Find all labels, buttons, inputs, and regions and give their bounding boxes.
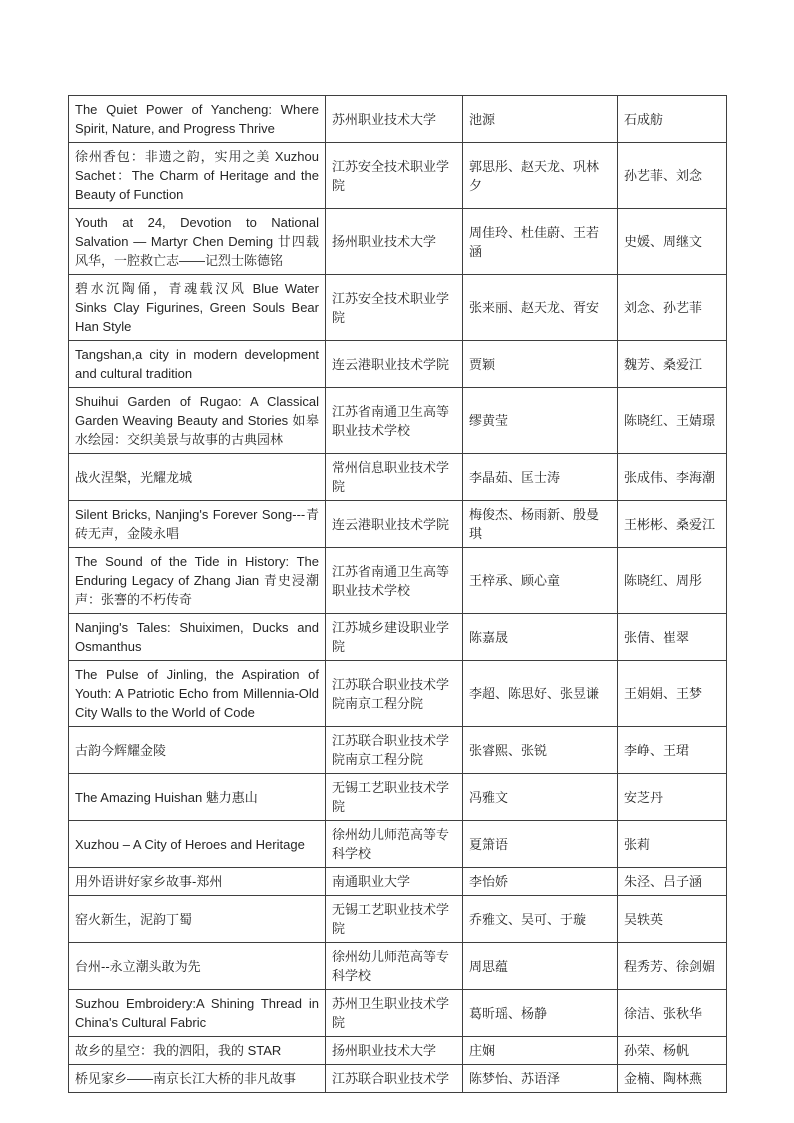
work-title-cell: Silent Bricks, Nanjing's Forever Song---青砖无声，金陵永唱 <box>69 501 326 548</box>
participants-cell: 葛昕瑶、杨静 <box>463 990 618 1037</box>
works-award-table <box>68 95 727 1093</box>
advisors-cell: 李峥、王珺 <box>618 727 727 774</box>
table-row <box>69 727 727 774</box>
table-row <box>69 143 727 209</box>
participants-cell: 李超、陈思好、张昱谦 <box>463 661 618 727</box>
advisors-cell: 张莉 <box>618 821 727 868</box>
participants-cell: 李晶茹、匡士涛 <box>463 454 618 501</box>
institution-cell: 无锡工艺职业技术学院 <box>326 896 463 943</box>
work-title-cell: The Amazing Huishan 魅力惠山 <box>69 774 326 821</box>
institution-cell: 江苏安全技术职业学院 <box>326 143 463 209</box>
advisors-cell: 孙荣、杨帆 <box>618 1037 727 1065</box>
institution-cell: 江苏城乡建设职业学院 <box>326 614 463 661</box>
participants-cell: 李怡娇 <box>463 868 618 896</box>
institution-cell: 扬州职业技术大学 <box>326 1037 463 1065</box>
work-title-cell: Xuzhou – A City of Heroes and Heritage <box>69 821 326 868</box>
institution-cell: 南通职业大学 <box>326 868 463 896</box>
table-row <box>69 868 727 896</box>
table-row <box>69 96 727 143</box>
table-row <box>69 1065 727 1093</box>
institution-cell: 江苏联合职业技术学院南京工程分院 <box>326 727 463 774</box>
table-row <box>69 1037 727 1065</box>
table-row <box>69 548 727 614</box>
work-title-cell: The Pulse of Jinling, the Aspiration of Youth: A Patriotic Echo from Millennia-Old City Walls to the World of Code <box>69 661 326 727</box>
institution-cell: 徐州幼儿师范高等专科学校 <box>326 821 463 868</box>
participants-cell: 张睿熙、张锐 <box>463 727 618 774</box>
participants-cell: 梅俊杰、杨雨新、殷曼琪 <box>463 501 618 548</box>
work-title-cell: Youth at 24, Devotion to National Salvation — Martyr Chen Deming 廿四载风华，一腔救亡志——记烈士陈德铭 <box>69 209 326 275</box>
advisors-cell: 朱泾、吕子涵 <box>618 868 727 896</box>
work-title-cell: 台州--永立潮头敢为先 <box>69 943 326 990</box>
institution-cell: 江苏省南通卫生高等职业技术学校 <box>326 548 463 614</box>
participants-cell: 陈梦怡、苏语泽 <box>463 1065 618 1093</box>
institution-cell: 江苏省南通卫生高等职业技术学校 <box>326 388 463 454</box>
institution-cell: 无锡工艺职业技术学院 <box>326 774 463 821</box>
table-row <box>69 821 727 868</box>
advisors-cell: 吴轶英 <box>618 896 727 943</box>
institution-cell: 连云港职业技术学院 <box>326 501 463 548</box>
participants-cell: 张来丽、赵天龙、胥安 <box>463 275 618 341</box>
advisors-cell: 史媛、周继文 <box>618 209 727 275</box>
participants-cell: 周佳玲、杜佳蔚、王若涵 <box>463 209 618 275</box>
institution-cell: 常州信息职业技术学院 <box>326 454 463 501</box>
advisors-cell: 魏芳、桑爱江 <box>618 341 727 388</box>
table-row <box>69 990 727 1037</box>
advisors-cell: 刘念、孙艺菲 <box>618 275 727 341</box>
work-title-cell: Tangshan,a city in modern development and cultural tradition <box>69 341 326 388</box>
institution-cell: 苏州卫生职业技术学院 <box>326 990 463 1037</box>
work-title-cell: Shuihui Garden of Rugao: A Classical Garden Weaving Beauty and Stories 如皋水绘园：交织美景与故事的古典园林 <box>69 388 326 454</box>
table-row <box>69 614 727 661</box>
participants-cell: 池源 <box>463 96 618 143</box>
table-row <box>69 501 727 548</box>
participants-cell: 乔雅文、吴可、于璇 <box>463 896 618 943</box>
table-row <box>69 661 727 727</box>
work-title-cell: 窑火新生，泥韵丁蜀 <box>69 896 326 943</box>
institution-cell: 江苏安全技术职业学院 <box>326 275 463 341</box>
table-row <box>69 454 727 501</box>
institution-cell: 江苏联合职业技术学 <box>326 1065 463 1093</box>
participants-cell: 缪黄莹 <box>463 388 618 454</box>
table-row <box>69 275 727 341</box>
work-title-cell: 古韵今辉耀金陵 <box>69 727 326 774</box>
advisors-cell: 王娟娟、王梦 <box>618 661 727 727</box>
work-title-cell: 故乡的星空：我的泗阳，我的 STAR <box>69 1037 326 1065</box>
work-title-cell: Suzhou Embroidery:A Shining Thread in China's Cultural Fabric <box>69 990 326 1037</box>
table-row <box>69 388 727 454</box>
institution-cell: 连云港职业技术学院 <box>326 341 463 388</box>
table-row <box>69 896 727 943</box>
participants-cell: 陈嘉晟 <box>463 614 618 661</box>
institution-cell: 江苏联合职业技术学院南京工程分院 <box>326 661 463 727</box>
works-table-body <box>69 96 727 1093</box>
institution-cell: 扬州职业技术大学 <box>326 209 463 275</box>
advisors-cell: 石成舫 <box>618 96 727 143</box>
advisors-cell: 安芝丹 <box>618 774 727 821</box>
advisors-cell: 陈晓红、王婧璟 <box>618 388 727 454</box>
table-row <box>69 943 727 990</box>
work-title-cell: 桥见家乡——南京长江大桥的非凡故事 <box>69 1065 326 1093</box>
work-title-cell: 碧水沉陶俑，青魂载汉风 Blue Water Sinks Clay Figurines, Green Souls Bear Han Style <box>69 275 326 341</box>
advisors-cell: 陈晓红、周彤 <box>618 548 727 614</box>
work-title-cell: 徐州香包：非遗之韵，实用之美 Xuzhou Sachet：The Charm of Heritage and the Beauty of Function <box>69 143 326 209</box>
advisors-cell: 徐洁、张秋华 <box>618 990 727 1037</box>
work-title-cell: 用外语讲好家乡故事-郑州 <box>69 868 326 896</box>
participants-cell: 庄娴 <box>463 1037 618 1065</box>
advisors-cell: 王彬彬、桑爱江 <box>618 501 727 548</box>
participants-cell: 贾颖 <box>463 341 618 388</box>
advisors-cell: 张成伟、李海潮 <box>618 454 727 501</box>
advisors-cell: 程秀芳、徐剑媚 <box>618 943 727 990</box>
work-title-cell: The Sound of the Tide in History: The Enduring Legacy of Zhang Jian 青史浸潮声：张謇的不朽传奇 <box>69 548 326 614</box>
advisors-cell: 孙艺菲、刘念 <box>618 143 727 209</box>
table-row <box>69 341 727 388</box>
work-title-cell: 战火涅槃，光耀龙城 <box>69 454 326 501</box>
participants-cell: 郭思彤、赵天龙、巩林夕 <box>463 143 618 209</box>
table-row <box>69 209 727 275</box>
participants-cell: 周思蕴 <box>463 943 618 990</box>
participants-cell: 冯雅文 <box>463 774 618 821</box>
institution-cell: 苏州职业技术大学 <box>326 96 463 143</box>
advisors-cell: 金楠、陶林燕 <box>618 1065 727 1093</box>
work-title-cell: Nanjing's Tales: Shuiximen, Ducks and Osmanthus <box>69 614 326 661</box>
advisors-cell: 张倩、崔翠 <box>618 614 727 661</box>
participants-cell: 夏箫语 <box>463 821 618 868</box>
participants-cell: 王梓承、顾心童 <box>463 548 618 614</box>
institution-cell: 徐州幼儿师范高等专科学校 <box>326 943 463 990</box>
table-row <box>69 774 727 821</box>
work-title-cell: The Quiet Power of Yancheng: Where Spirit, Nature, and Progress Thrive <box>69 96 326 143</box>
